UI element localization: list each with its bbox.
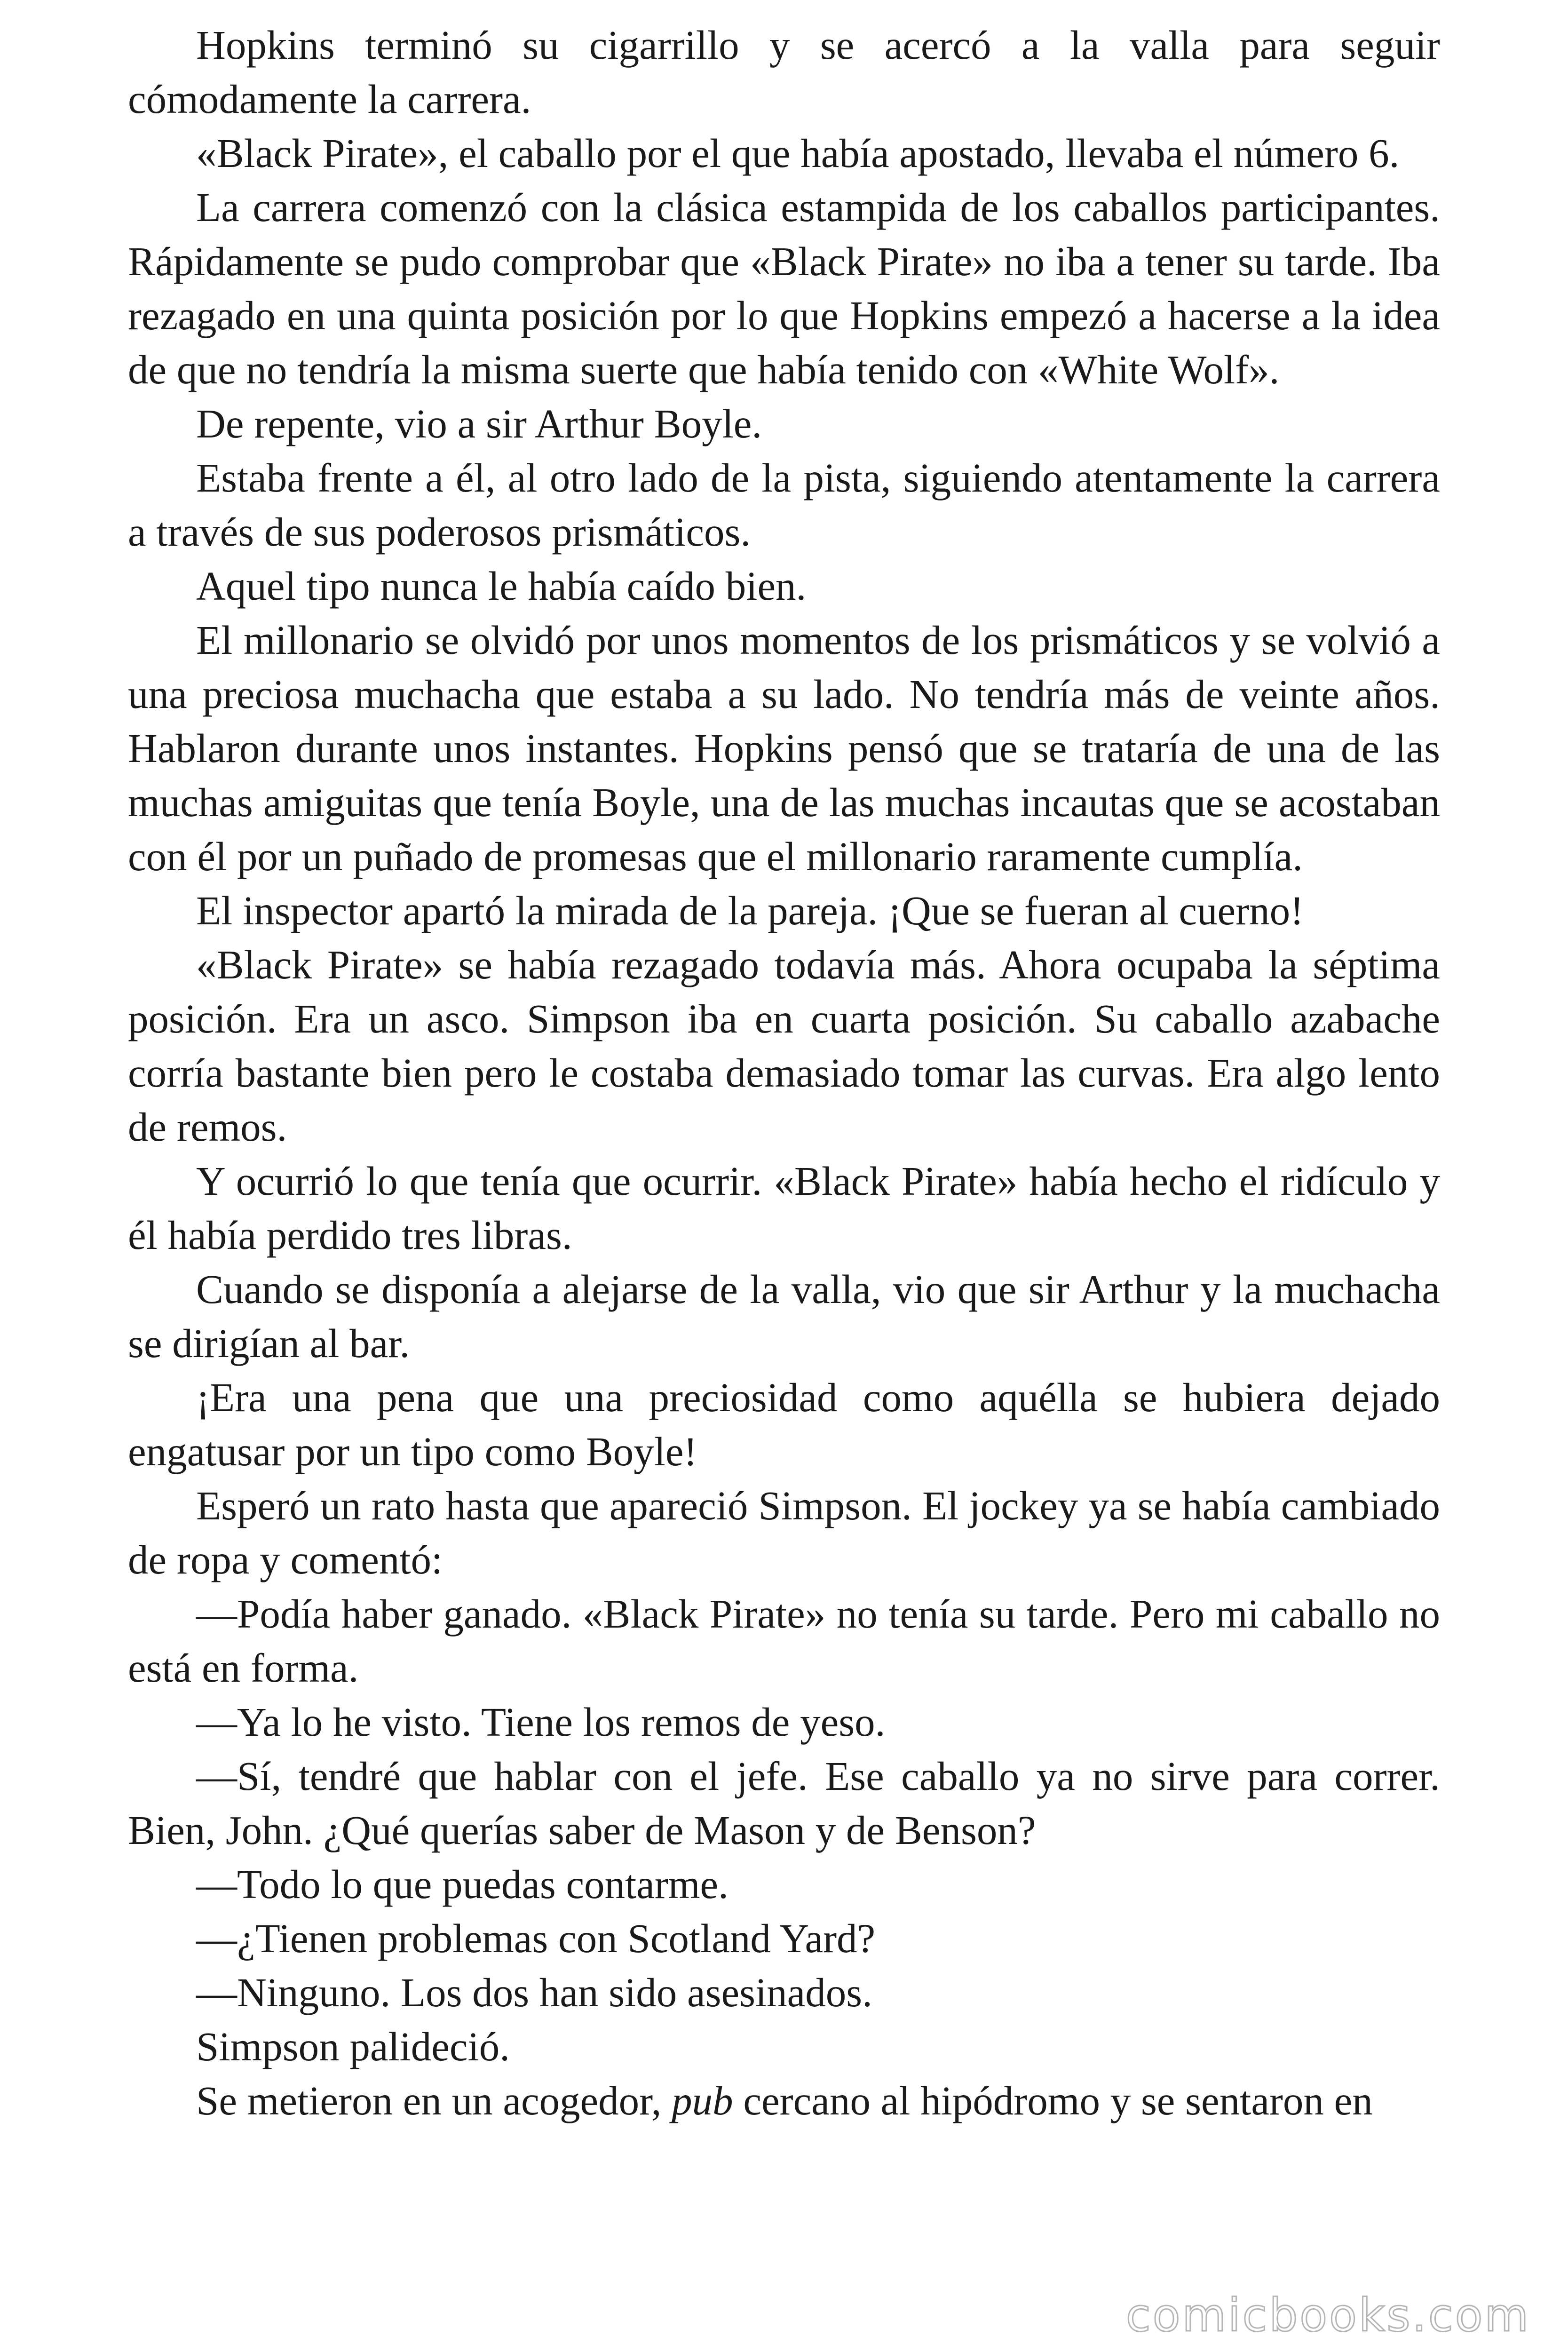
watermark-logo: comicbooks.com — [1125, 2289, 1530, 2342]
book-page — [128, 18, 1440, 2128]
last-paragraph-end: cercano al hipódromo y se sentaron en — [733, 2078, 1373, 2123]
paragraph: Estaba frente a él, al otro lado de la pista, siguiendo atentamente la carrera a través de sus poderosos prismáticos. — [128, 455, 1440, 555]
paragraph: Simpson palideció. — [196, 2024, 510, 2069]
dialogue-line: —Todo lo que puedas contarme. — [196, 1861, 729, 1907]
paragraph: De repente, vio a sir Arthur Boyle. — [196, 401, 762, 446]
last-paragraph-start: Se metieron en un acogedor, — [196, 2078, 672, 2123]
paragraph: «Black Pirate», el caballo por el que había apostado, llevaba el número 6. — [196, 130, 1400, 176]
paragraph: El inspector apartó la mirada de la pareja. ¡Que se fueran al cuerno! — [196, 888, 1304, 933]
paragraph: Aquel tipo nunca le había caído bien. — [196, 563, 807, 609]
dialogue-line: —Ya lo he visto. Tiene los remos de yeso. — [196, 1699, 886, 1745]
paragraph: ¡Era una pena que una preciosidad como aquélla se hubiera dejado engatusar por un tipo como Boyle! — [128, 1375, 1440, 1474]
dialogue-line: —Podía haber ganado. «Black Pirate» no tenía su tarde. Pero mi caballo no está en forma. — [128, 1591, 1440, 1691]
dialogue-line: —Sí, tendré que hablar con el jefe. Ese caballo ya no sirve para correr. Bien, John. ¿Qué querías saber de Mason y de Benson? — [128, 1753, 1440, 1853]
dialogue-line: —Ninguno. Los dos han sido asesinados. — [196, 1970, 872, 2015]
paragraph: El millonario se olvidó por unos momentos de los prismáticos y se volvió a una preciosa muchacha que estaba a su lado. No tendría más de veinte años. Hablaron durante unos instantes. Hopkins pensó que se trataría de una de las muchas amiguitas que tenía Boyle, una de las muchas incautas que se acostaban con él por un puñado de promesas que el millonario raramente cumplía. — [128, 617, 1440, 879]
paragraph-last — [128, 2074, 1440, 2128]
paragraph: Hopkins terminó su cigarrillo y se acercó a la valla para seguir cómodamente la carrera. — [128, 22, 1440, 122]
paragraph: «Black Pirate» se había rezagado todavía más. Ahora ocupaba la séptima posición. Era un asco. Simpson iba en cuarta posición. Su caballo azabache corría bastante bien pero le costaba demasiado tomar las curvas. Era algo lento de remos. — [128, 942, 1440, 1150]
paragraph: La carrera comenzó con la clásica estampida de los caballos participantes. Rápidamente se pudo comprobar que «Black Pirate» no iba a tener su tarde. Iba rezagado en una quinta posición por lo que Hopkins empezó a hacerse a la idea de que no tendría la misma suerte que había tenido con «White Wolf». — [128, 184, 1440, 392]
italic-word: pub — [672, 2078, 733, 2123]
paragraph: Esperó un rato hasta que apareció Simpson. El jockey ya se había cambiado de ropa y comentó: — [128, 1483, 1440, 1582]
paragraph: Cuando se disponía a alejarse de la valla, vio que sir Arthur y la muchacha se dirigían al bar. — [128, 1266, 1440, 1366]
dialogue-line: —¿Tienen problemas con Scotland Yard? — [196, 1915, 876, 1961]
paragraph: Y ocurrió lo que tenía que ocurrir. «Black Pirate» había hecho el ridículo y él había perdido tres libras. — [128, 1158, 1440, 1258]
